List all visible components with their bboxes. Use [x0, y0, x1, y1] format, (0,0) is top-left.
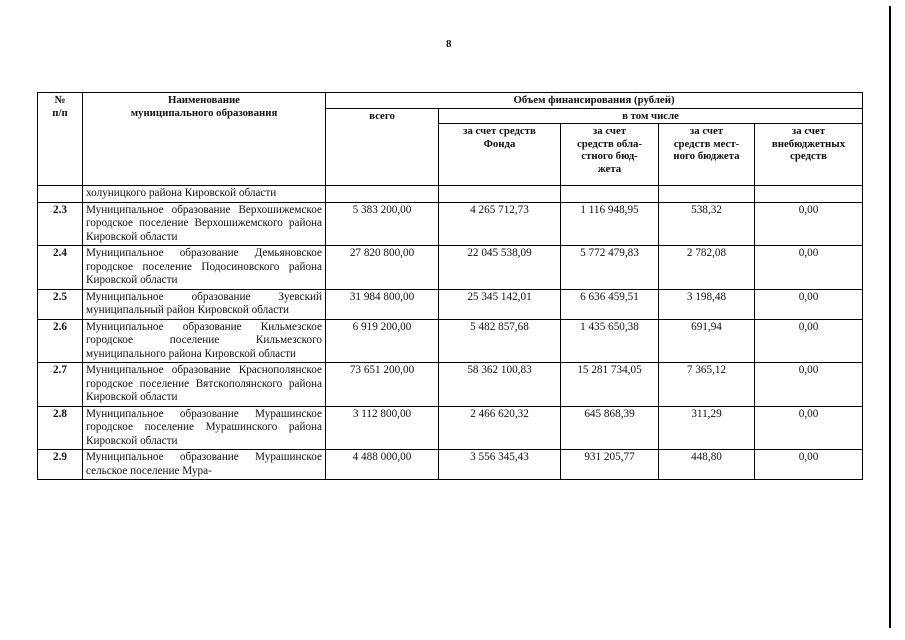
- amount-extra: 0,00: [755, 319, 863, 363]
- amount-regional: 15 281 734,05: [561, 363, 659, 407]
- amount-local: 538,32: [659, 202, 755, 246]
- amount-regional: 5 772 479,83: [561, 246, 659, 290]
- municipality-name: Муниципальное образование Мурашинское городское поселение Мурашинского района Кировской области: [83, 406, 326, 450]
- municipality-name: Муниципальное образование Кильмезское городское поселение Кильмезского муниципального района Кировской области: [83, 319, 326, 363]
- table-row: [38, 406, 863, 450]
- amount-total: 4 488 000,00: [326, 450, 439, 480]
- row-number: 2.5: [38, 289, 83, 319]
- municipality-name: Муниципальное образование Краснополянское городское поселение Вятскополянского района Кировской области: [83, 363, 326, 407]
- amount-total: 31 984 800,00: [326, 289, 439, 319]
- amount-fund: 2 466 620,32: [439, 406, 561, 450]
- amount-fund: 25 345 142,01: [439, 289, 561, 319]
- amount-fund: 3 556 345,43: [439, 450, 561, 480]
- municipality-name: Муниципальное образование Мурашинское сельское поселение Мура-: [83, 450, 326, 480]
- row-number: 2.7: [38, 363, 83, 407]
- financing-table: [37, 92, 863, 480]
- amount-fund: 4 265 712,73: [439, 202, 561, 246]
- amount-extra: 0,00: [755, 450, 863, 480]
- amount-extra: 0,00: [755, 202, 863, 246]
- header-including: в том числе: [439, 108, 863, 124]
- amount-regional: 6 636 459,51: [561, 289, 659, 319]
- table-row: [38, 450, 863, 480]
- row-number: 2.8: [38, 406, 83, 450]
- amount-regional: 1 435 650,38: [561, 319, 659, 363]
- header-name: Наименование муниципального образования: [83, 93, 326, 186]
- amount-total: 27 820 800,00: [326, 246, 439, 290]
- table-row-continuation: [38, 186, 863, 203]
- amount-extra: 0,00: [755, 289, 863, 319]
- header-volume: Объем финансирования (рублей): [326, 93, 863, 109]
- amount-local: 691,94: [659, 319, 755, 363]
- municipality-name: Муниципальное образование Верхошижемское городское поселение Верхошижемского района Кировской области: [83, 202, 326, 246]
- table-row: [38, 289, 863, 319]
- amount-extra: 0,00: [755, 246, 863, 290]
- row-number: 2.3: [38, 202, 83, 246]
- amount-local: 448,80: [659, 450, 755, 480]
- table-row: [38, 319, 863, 363]
- header-num: № п/п: [38, 93, 83, 186]
- table-row: [38, 202, 863, 246]
- amount-regional: 931 205,77: [561, 450, 659, 480]
- amount-total: 6 919 200,00: [326, 319, 439, 363]
- amount-extra: 0,00: [755, 363, 863, 407]
- amount-total: 3 112 800,00: [326, 406, 439, 450]
- amount-local: 2 782,08: [659, 246, 755, 290]
- amount-fund: 22 045 538,09: [439, 246, 561, 290]
- row-number: 2.6: [38, 319, 83, 363]
- amount-local: 3 198,48: [659, 289, 755, 319]
- municipality-name: Муниципальное образование Демьяновское городское поселение Подосиновского района Кировской области: [83, 246, 326, 290]
- amount-extra: 0,00: [755, 406, 863, 450]
- row-number: 2.9: [38, 450, 83, 480]
- header-local: за счет средств мест- ного бюджета: [659, 124, 755, 186]
- header-total: всего: [326, 108, 439, 186]
- amount-total: 73 651 200,00: [326, 363, 439, 407]
- amount-fund: 5 482 857,68: [439, 319, 561, 363]
- continuation-text: холуницкого района Кировской области: [83, 186, 326, 203]
- municipality-name: Муниципальное образование Зуевский муниципальный район Кировской области: [83, 289, 326, 319]
- row-number: 2.4: [38, 246, 83, 290]
- amount-regional: 645 868,39: [561, 406, 659, 450]
- header-fund: за счет средств Фонда: [439, 124, 561, 186]
- amount-fund: 58 362 100,83: [439, 363, 561, 407]
- table-row: [38, 246, 863, 290]
- page-number: 8: [446, 38, 452, 50]
- table-row: [38, 363, 863, 407]
- header-extra: за счет внебюджетных средств: [755, 124, 863, 186]
- scan-edge-line: [889, 6, 891, 628]
- amount-local: 7 365,12: [659, 363, 755, 407]
- amount-total: 5 383 200,00: [326, 202, 439, 246]
- amount-local: 311,29: [659, 406, 755, 450]
- amount-regional: 1 116 948,95: [561, 202, 659, 246]
- header-regional: за счет средств обла- стного бюд- жета: [561, 124, 659, 186]
